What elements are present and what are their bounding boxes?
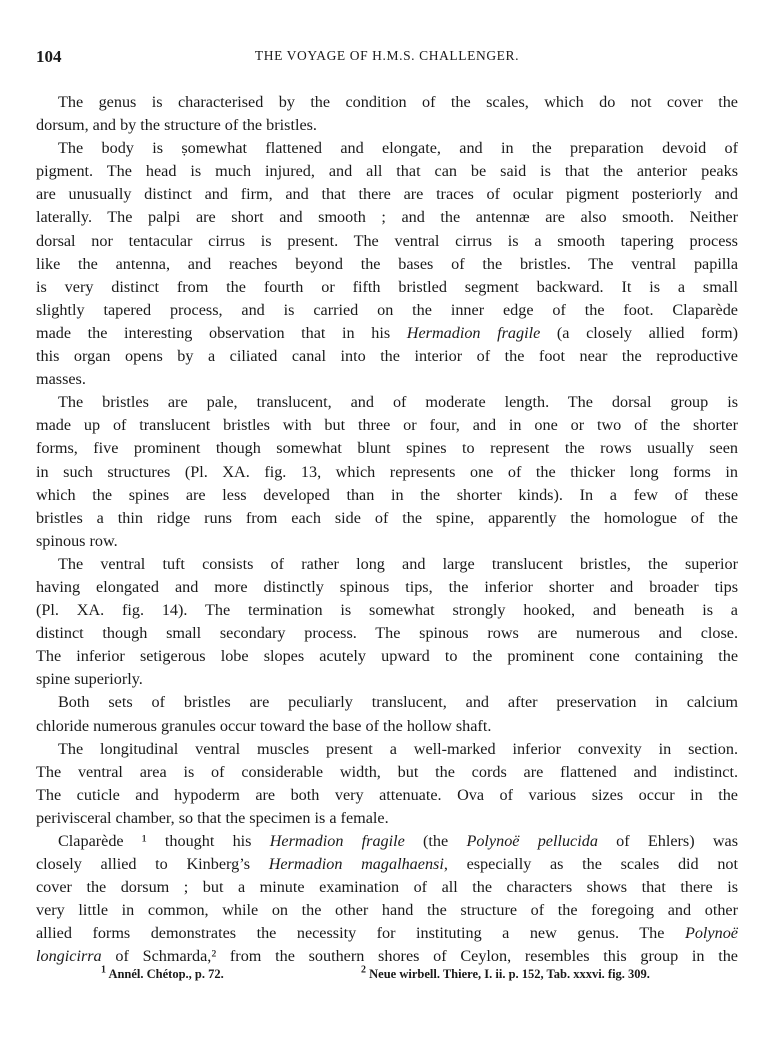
- text-line: [36, 437, 738, 460]
- text-line: [36, 414, 738, 437]
- page-number: 104: [36, 47, 62, 66]
- text-line: [36, 276, 738, 299]
- text-run: The genus is characterised by the condition of the scales, which do not cover the: [58, 93, 738, 111]
- text-line: [36, 876, 738, 899]
- text-run: allied forms demonstrates the necessity for instituting a new genus. The: [36, 924, 685, 943]
- text-line: [36, 645, 738, 668]
- text-line: [36, 530, 738, 553]
- text-run: The longitudinal ventral muscles present a well-marked inferior convexity in section.: [58, 739, 738, 758]
- footnote-marker: 2: [361, 964, 366, 976]
- text-run: bristles a thin ridge runs from each side of the spine, apparently the homologue of the: [36, 508, 738, 527]
- running-head: [36, 47, 738, 69]
- text-run: spine superiorly.: [36, 670, 143, 689]
- footnote-2: [361, 964, 650, 982]
- text-line: [36, 830, 738, 853]
- text-line: [36, 368, 738, 391]
- text-line: [36, 206, 738, 229]
- text-run: distinct though small secondary process. The spinous rows are numerous and close.: [36, 624, 738, 643]
- text-line: [36, 137, 738, 160]
- text-run: (Pl. XA. fig. 14). The termination is somewhat strongly hooked, and beneath is a: [36, 601, 738, 620]
- text-run: forms, five prominent though somewhat blunt spines to represent the rows usually seen: [36, 439, 738, 458]
- text-run: The ventral area is of considerable width, but the cords are flattened and indistinct.: [36, 762, 738, 781]
- text-run: chloride numerous granules occur toward the base of the hollow shaft.: [36, 716, 492, 735]
- text-run: made up of translucent bristles with but three or four, and in one or two of the shorter: [36, 416, 738, 435]
- text-run: this organ opens by a ciliated canal into the interior of the foot near the reproductive: [36, 347, 738, 366]
- text-run: very little in common, while on the other hand the structure of the foregoing and other: [36, 901, 738, 920]
- text-run: masses.: [36, 370, 86, 389]
- footnote-marker: 1: [101, 964, 106, 976]
- text-run: dorsum, and by the structure of the bristles.: [36, 116, 317, 135]
- text-line: [36, 391, 738, 414]
- text-run: dorsal nor tentacular cirrus is present. The ventral cirrus is a smooth tapering process: [36, 231, 738, 250]
- text-run: like the antenna, and reaches beyond the bases of the bristles. The ventral papilla: [36, 254, 738, 273]
- text-run: perivisceral chamber, so that the specimen is a female.: [36, 808, 389, 827]
- text-run: (a closely allied form): [540, 323, 738, 342]
- text-line: [36, 160, 738, 183]
- text-run: The body is ṣomewhat flattened and elongate, and in the preparation devoid of: [58, 139, 738, 158]
- footnote-text: Annél. Chétop., p. 72.: [108, 967, 224, 981]
- italic-taxon: Polynoë pellucida: [466, 832, 598, 850]
- text-line: [36, 668, 738, 691]
- text-line: [36, 553, 738, 576]
- text-run: spinous row.: [36, 531, 118, 550]
- text-run: pigment. The head is much injured, and all that can be said is that the anterior peaks: [36, 162, 738, 181]
- text-run: The inferior setigerous lobe slopes acutely upward to the prominent cone containing the: [36, 647, 738, 666]
- text-run: laterally. The palpi are short and smooth ; and the antennæ are also smooth. Neither: [36, 208, 738, 227]
- text-line: [36, 507, 738, 530]
- body-text: [36, 91, 738, 969]
- italic-taxon: longicirra: [36, 947, 102, 966]
- text-line: [36, 807, 738, 830]
- text-line: [36, 715, 738, 738]
- text-line: [36, 622, 738, 645]
- italic-taxon: Polynoë: [684, 924, 738, 943]
- text-run: having elongated and more distinctly spinous tips, the inferior shorter and broader tips: [36, 577, 738, 596]
- text-line: [36, 114, 738, 137]
- footnote-1: [101, 964, 224, 982]
- text-run: Claparède ¹ thought his: [58, 832, 270, 850]
- text-line: [36, 253, 738, 276]
- text-run: The ventral tuft consists of rather long and large translucent bristles, the superior: [58, 554, 738, 573]
- text-line: [36, 784, 738, 807]
- text-line: [36, 461, 738, 484]
- text-line: [36, 761, 738, 784]
- italic-taxon: Hermadion fragile: [269, 832, 405, 850]
- text-run: of Ehlers) was: [597, 832, 738, 850]
- text-line: [36, 183, 738, 206]
- text-line: [36, 899, 738, 922]
- text-line: [36, 91, 738, 114]
- text-run: are unusually distinct and firm, and that there are traces of ocular pigment posteriorly and: [36, 185, 738, 204]
- text-line: [36, 691, 738, 714]
- text-run: Both sets of bristles are peculiarly translucent, and after preservation in calcium: [58, 693, 738, 712]
- text-line: [36, 484, 738, 507]
- text-line: [36, 299, 738, 322]
- text-run: (the: [404, 832, 467, 850]
- text-run: slightly tapered process, and is carried on the inner edge of the foot. Claparède: [36, 300, 738, 319]
- text-run: , especially as the scales did not: [443, 855, 738, 874]
- text-line: [36, 738, 738, 761]
- text-line: [36, 322, 738, 345]
- footnotes: [36, 964, 738, 989]
- text-run: is very distinct from the fourth or fifth bristled segment backward. It is a small: [36, 277, 738, 296]
- italic-taxon: Hermadion fragile: [406, 323, 541, 342]
- footnote-text: Neue wirbell. Thiere, I. ii. p. 152, Tab. xxxvi. fig. 309.: [369, 967, 650, 981]
- text-run: The cuticle and hypoderm are both very attenuate. Ova of various sizes occur in the: [36, 785, 738, 804]
- text-line: [36, 853, 738, 876]
- text-line: [36, 922, 738, 945]
- running-title: THE VOYAGE OF H.M.S. CHALLENGER.: [254, 48, 520, 63]
- text-line: [36, 599, 738, 622]
- text-run: in such structures (Pl. XA. fig. 13, which represents one of the thicker long forms in: [36, 462, 738, 481]
- text-line: [36, 945, 738, 968]
- text-run: The bristles are pale, translucent, and of moderate length. The dorsal group is: [58, 393, 738, 412]
- text-run: cover the dorsum ; but a minute examination of all the characters shows that there is: [36, 878, 738, 897]
- italic-taxon: Hermadion magalhaensi: [268, 855, 444, 874]
- text-run: closely allied to Kinberg’s: [36, 855, 269, 874]
- text-line: [36, 345, 738, 368]
- text-run: of Schmarda,² from the southern shores of Ceylon, resembles this group in the: [101, 947, 738, 966]
- text-line: [36, 576, 738, 599]
- text-run: which the spines are less developed than in the shorter kinds). In a few of these: [36, 485, 738, 504]
- text-run: made the interesting observation that in his: [36, 323, 407, 342]
- text-line: [36, 230, 738, 253]
